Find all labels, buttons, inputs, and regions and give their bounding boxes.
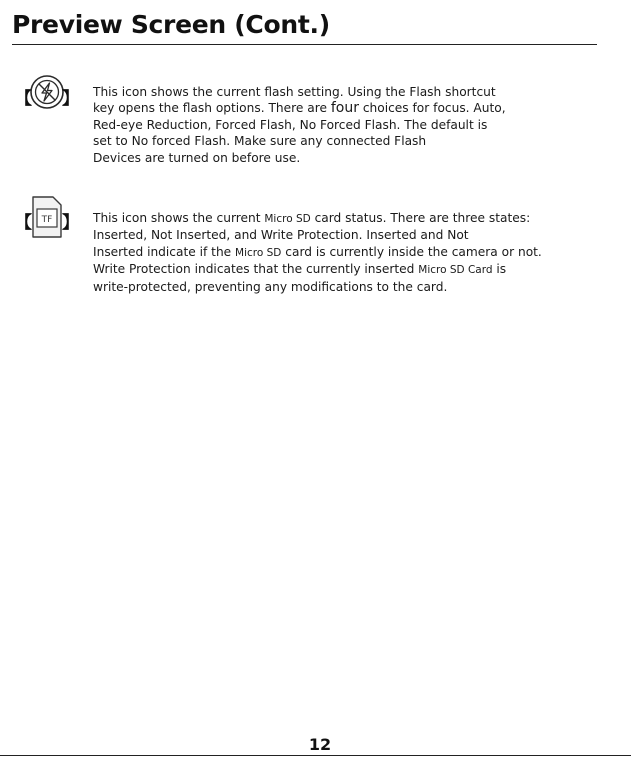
text-run-emphasis: four — [330, 100, 359, 117]
tf-card-icon-label: TF — [41, 215, 53, 225]
text-run: This icon shows the current — [93, 211, 265, 225]
sd-description-line — [93, 244, 603, 261]
text-run: is — [492, 262, 507, 277]
left-bracket: 【 — [15, 213, 32, 233]
flash-description-line: Devices are turned on before use. — [93, 150, 301, 165]
text-run: choices for focus. Auto, — [358, 101, 506, 116]
tf-card-icon — [29, 195, 65, 239]
text-run-alt: Micro SD — [235, 246, 282, 259]
text-run: Inserted indicate if the — [93, 244, 236, 259]
text-run: key opens the flash options. There are — [93, 101, 331, 116]
text-run-alt: Micro SD Card — [418, 264, 493, 277]
title-divider — [12, 44, 597, 45]
flash-description-line: Red-eye Reduction, Forced Flash, No Forced Flash. The default is — [93, 117, 488, 132]
flash-setting-icon — [29, 74, 65, 110]
sd-description-line: write-protected, preventing any modifications to the card. — [93, 279, 448, 294]
sd-description-line — [93, 210, 603, 227]
text-run-alt: Micro SD — [264, 213, 311, 225]
right-bracket: 】 — [62, 89, 79, 109]
flash-description-line: set to No forced Flash. Make sure any connected Flash — [93, 134, 427, 149]
flash-description-line — [93, 100, 603, 116]
flash-icon-block — [15, 74, 79, 126]
text-run: card status. There are three states: — [310, 211, 531, 225]
page-title: Preview Screen (Cont.) — [12, 10, 330, 39]
sd-description-line — [93, 261, 603, 278]
text-run: Write Protection indicates that the currently inserted — [93, 262, 419, 277]
sd-description — [93, 210, 603, 295]
flash-description — [93, 84, 603, 166]
right-bracket: 】 — [62, 213, 79, 233]
text-run: card is currently inside the camera or not. — [281, 244, 542, 259]
flash-description-line: This icon shows the current flash setting. Using the Flash shortcut — [93, 85, 496, 99]
sd-icon-block — [15, 195, 79, 247]
page-number: 12 — [308, 735, 332, 754]
footer-divider — [0, 755, 631, 756]
sd-description-line: Inserted, Not Inserted, and Write Protection. Inserted and Not — [93, 228, 469, 243]
left-bracket: 【 — [15, 89, 32, 109]
